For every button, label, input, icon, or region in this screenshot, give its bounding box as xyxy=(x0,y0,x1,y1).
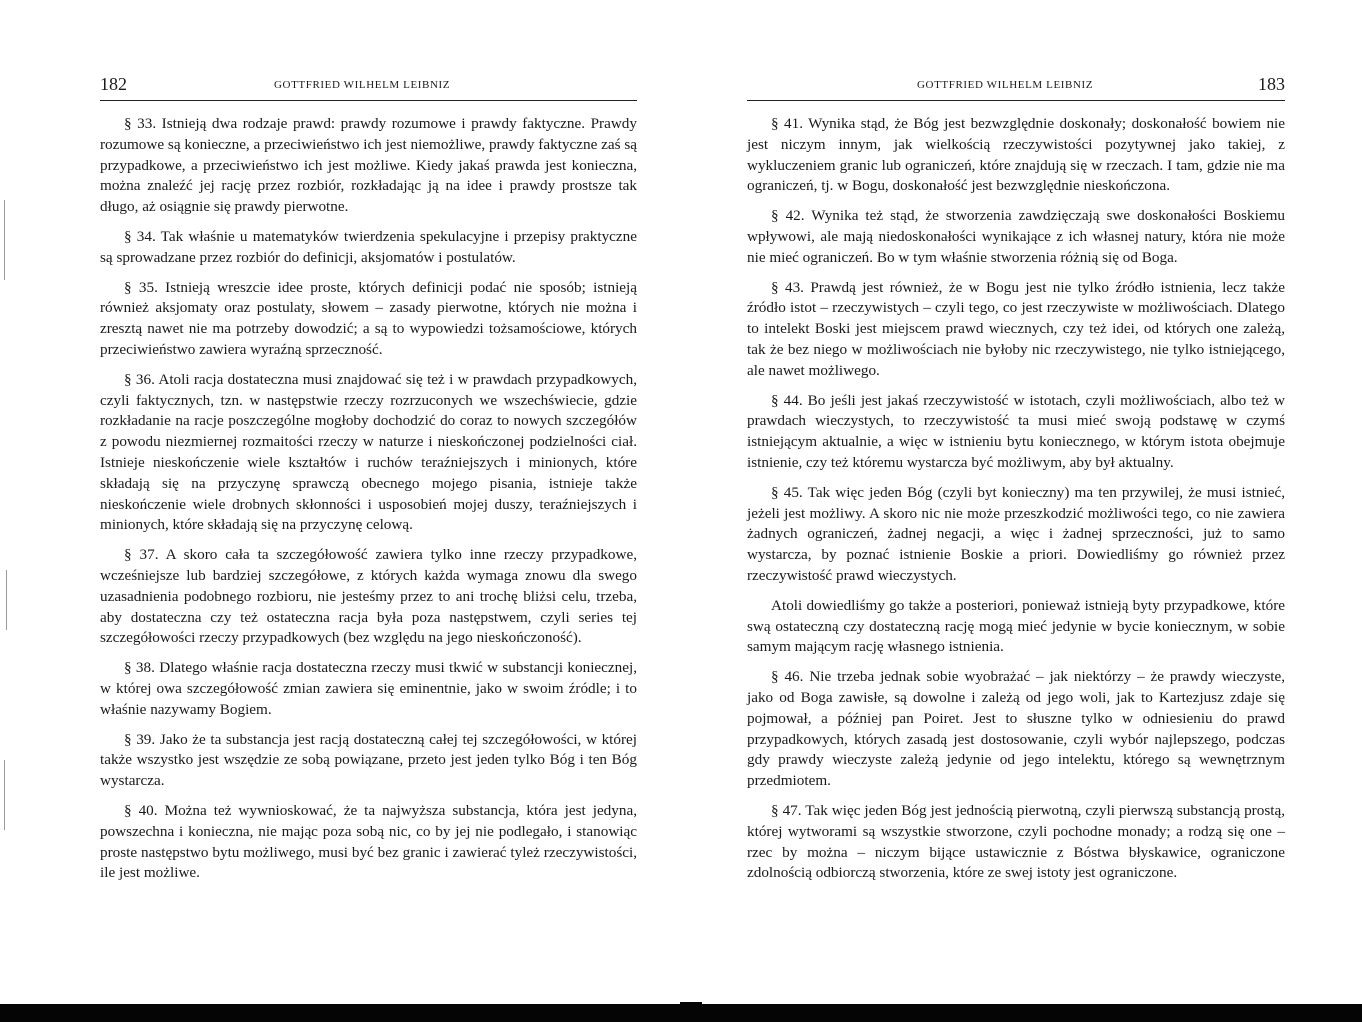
paragraph-34: § 34. Tak właśnie u matematyków twierdzenia spekulacyjne i przepisy praktyczne są sprowadzane przez rozbiór do definicji, aksjomatów i postulatów. xyxy=(100,227,637,266)
left-page-body xyxy=(100,114,637,893)
paragraph-40: § 40. Można też wywnioskować, że ta najwyższa substancja, która jest jedyna, powszechna i konieczna, nie mając poza sobą nic, co by jej nie podlegało, i stanowiąc proste następstwo bytu możliwego, musi być bez granic i zawierać tyleż rzeczywistości, ile jest możliwe. xyxy=(100,801,637,882)
left-page-number: 182 xyxy=(100,74,127,94)
paragraph-36: § 36. Atoli racja dostateczna musi znajdować się też i w prawdach przypadkowych, czyli faktycznych, tzn. w następstwie rzeczy rozrzuconych we wszechświecie, gdzie rozkładanie na racje poszczególne mogłoby dochodzić do coraz to nowych szczegółów z powodu niezmiernej rozmaitości rzeczy w naturze i nieskończonej podzielności ciał. Istnieje nieskończenie wiele kształtów i ruchów teraźniejszych i minionych, które składają się na przyczynę sprawczą obecnego mojego pisania, istnieje także nieskończenie wiele drobnych skłonności i usposobień mojej duszy, teraźniejszych i minionych, które składają się na przyczynę celową. xyxy=(100,370,637,534)
paragraph-43: § 43. Prawdą jest również, że w Bogu jest nie tylko źródło istnienia, lecz także źródło istot – rzeczywistych – czyli tego, co jest rzeczywiste w możliwościach. Dlatego to intelekt Boski jest miejscem prawd wiecznych, czy też idei, od których one zależą, tak że bez niego w możliwościach nie byłoby nic rzeczywistego, nie tylko istniejącego, ale nawet możliwego. xyxy=(747,278,1285,379)
right-running-head: GOTTFRIED WILHELM LEIBNIZ xyxy=(917,79,1094,91)
paragraph-33: § 33. Istnieją dwa rodzaje prawd: prawdy rozumowe i prawdy faktyczne. Prawdy rozumowe są konieczne, a przeciwieństwo ich jest niemożliwe, prawdy faktyczne zaś są przypadkowe, a przeciwieństwo ich jest możliwe. Kiedy jakaś prawda jest konieczna, można znaleźć jej rację przez rozbiór, rozkładając ją na idee i prawdy prostsze tak długo, aż osiągnie się prawdy pierwotne. xyxy=(100,115,637,216)
right-page-header xyxy=(747,68,1285,101)
scan-margin-mark xyxy=(6,570,7,630)
paragraph-37: § 37. A skoro cała ta szczegółowość zawiera tylko inne rzeczy przypadkowe, wcześniejsze lub bardziej szczegółowe, z których każda wymaga znowu dla swego uzasadnienia podobnego rozbioru, nie jesteśmy przez to ani trochę bliżsi celu, trzeba, aby dostateczna czy też ostateczna racja była poza następstwem, czyli series tej szczegółowości rzeczy przypadkowych (bez względu na jego nieskończoność). xyxy=(100,546,637,647)
paragraph-44: § 44. Bo jeśli jest jakaś rzeczywistość w istotach, czyli możliwościach, albo też w prawdach wieczystych, to rzeczywistość ta musi mieć swoją podstawę w czymś istniejącym aktualnie, a więc w istnieniu bytu koniecznego, w którym istota obejmuje istnienie, czy też któremu wystarcza być możliwym, aby był aktualny. xyxy=(747,391,1285,471)
paragraph-47: § 47. Tak więc jeden Bóg jest jednością pierwotną, czyli pierwszą substancją prostą, której wytworami są wszystkie stworzone, czyli pochodne monady; a rodzą się one – rzec by można – niczym bijące ustawicznie z Bóstwa błyskawice, ograniczone zdolnością odbiorczą stworzenia, które ze swej istoty jest ograniczone. xyxy=(747,801,1285,882)
paragraph-41: § 41. Wynika stąd, że Bóg jest bezwzględnie doskonały; doskonałość bowiem nie jest niczym innym, jak wielkością rzeczywistości pozytywnej jako takiej, z wykluczeniem granic lub ograniczeń, które znajdują się w rzeczach. I tam, gdzie nie ma ograniczeń, tj. w Bogu, doskonałość jest bezwzględnie nieskończona. xyxy=(747,115,1285,195)
paragraph-39: § 39. Jako że ta substancja jest racją dostateczną całej tej szczegółowości, w której także wszystko jest wszędzie ze sobą powiązane, przeto jest jeden tylko Bóg i ten Bóg wystarcza. xyxy=(100,730,637,790)
scan-margin-mark xyxy=(4,200,5,280)
paragraph-45-continued: Atoli dowiedliśmy go także a posteriori, ponieważ istnieją byty przypadkowe, które swą ostateczną czy dostateczną rację mogą mieć jedynie w bycie koniecznym, w sobie samym mającym rację własnego istnienia. xyxy=(747,596,1285,656)
paragraph-45: § 45. Tak więc jeden Bóg (czyli byt konieczny) ma ten przywilej, że musi istnieć, jeżeli jest możliwy. A skoro nic nie może przeszkodzić możliwości tego, co nie zawiera żadnych ograniczeń, żadnej negacji, a więc i żadnej sprzeczności, już to samo wystarcza, by poznać istnienie Boskie a priori. Dowiedliśmy go również przez rzeczywistość prawd wieczystych. xyxy=(747,483,1285,584)
right-page xyxy=(681,0,1362,1022)
right-page-body xyxy=(747,114,1285,893)
scan-margin-mark xyxy=(4,760,5,830)
right-page-number: 183 xyxy=(1258,74,1285,94)
left-page-header xyxy=(100,68,637,101)
paragraph-46: § 46. Nie trzeba jednak sobie wyobrażać – jak niektórzy – że prawdy wieczyste, jako od Boga zawisłe, są dowolne i zależą od jego woli, jak to Kartezjusz zdaje się pojmował, a później pan Poiret. Jest to słuszne tylko w odniesieniu do prawd przypadkowych, których zasadą jest dostosowanie, czyli wybór najlepszego, podczas gdy prawdy wieczyste zależą jedynie od jego intelektu, którego są wewnętrznym przedmiotem. xyxy=(747,668,1285,790)
paragraph-42: § 42. Wynika też stąd, że stworzenia zawdzięczają swe doskonałości Boskiemu wpływowi, ale mają niedoskonałości wynikające z ich własnej natury, która nie może nie mieć ograniczeń. Bo w tym właśnie stworzenia różnią się od Boga. xyxy=(747,207,1285,266)
paragraph-35: § 35. Istnieją wreszcie idee proste, których definicji podać nie sposób; istnieją również aksjomaty oraz postulaty, słowem – zasady pierwotne, których nie można i zresztą nawet nie ma potrzeby dowodzić; a są to wypowiedzi tożsamościowe, których przeciwieństwo zawiera wyraźną sprzeczność. xyxy=(100,278,637,358)
paragraph-38: § 38. Dlatego właśnie racja dostateczna rzeczy musi tkwić w substancji koniecznej, w której owa szczegółowość zmian zawiera się eminentnie, jako w swoim źródle; i to właśnie nazywamy Bogiem. xyxy=(100,659,637,718)
scan-edge-shadow xyxy=(0,1004,1362,1022)
left-running-head: GOTTFRIED WILHELM LEIBNIZ xyxy=(274,79,451,91)
